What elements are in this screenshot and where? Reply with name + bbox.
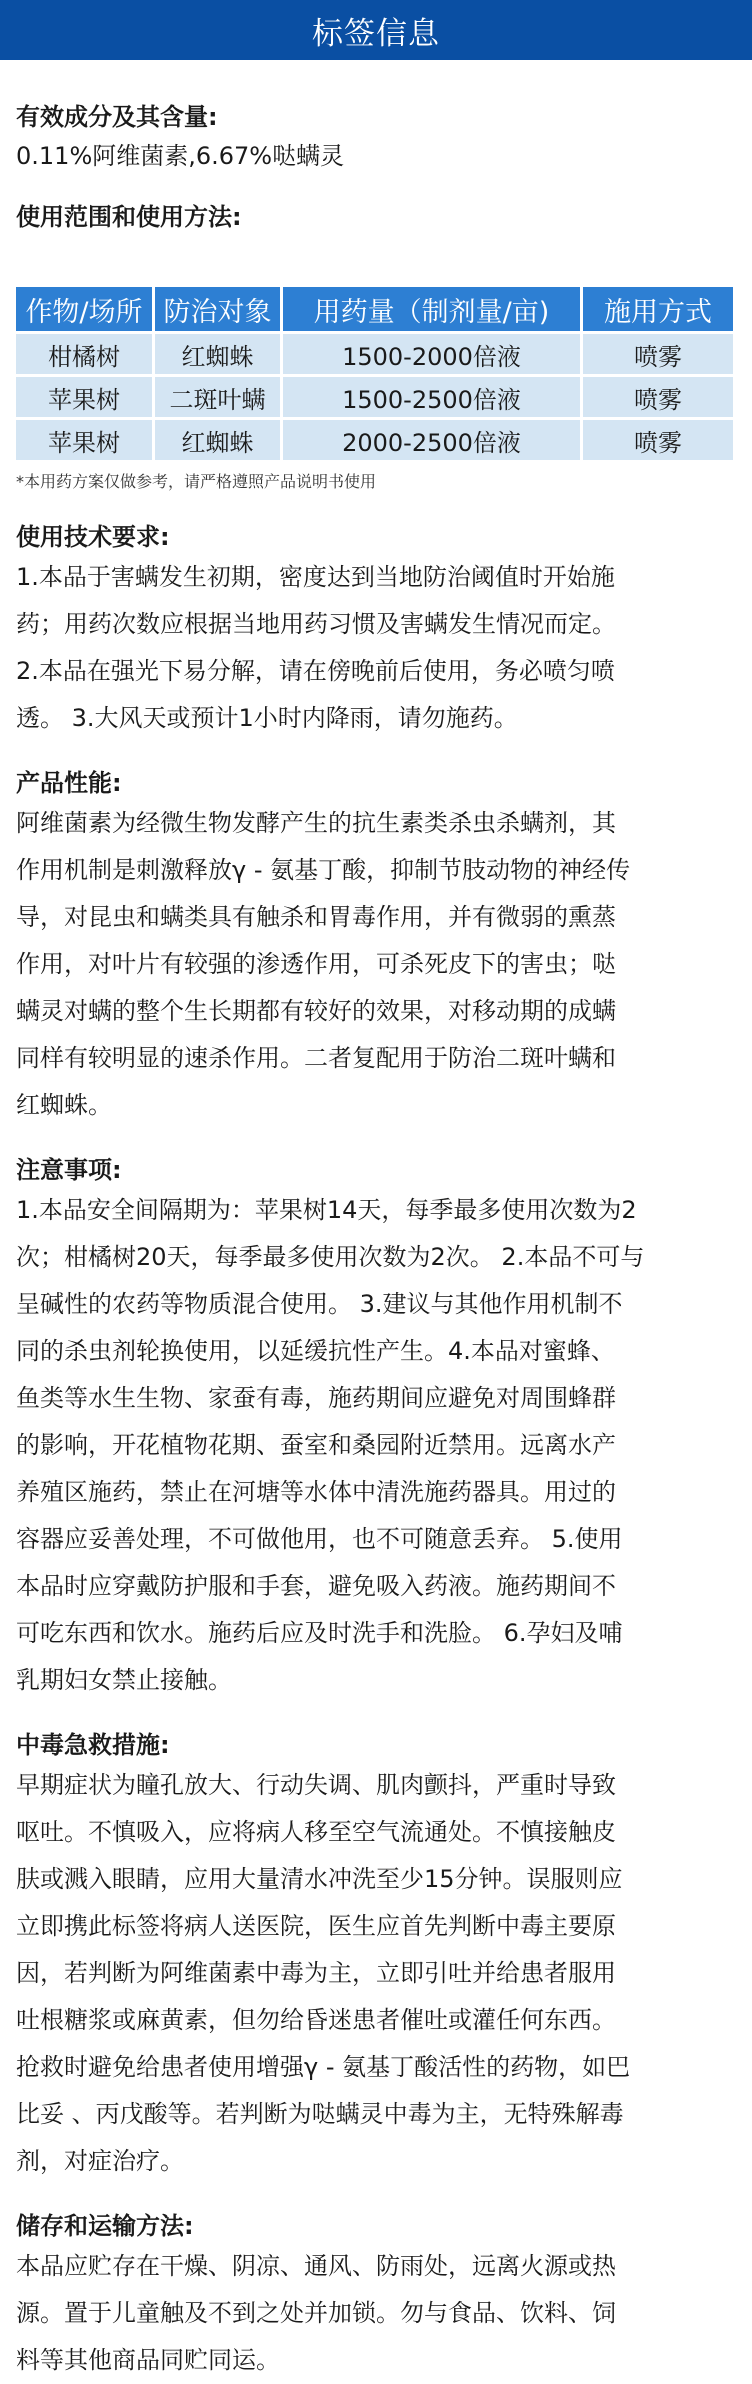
cell-crop: 柑橘树 bbox=[16, 334, 152, 374]
cell-target: 红蜘蛛 bbox=[155, 420, 280, 460]
cell-dosage: 1500-2500倍液 bbox=[283, 377, 580, 417]
cell-method: 喷雾 bbox=[583, 420, 733, 460]
usage-disclaimer: *本用药方案仅做参考，请严格遵照产品说明书使用 bbox=[16, 472, 377, 491]
table-row bbox=[16, 334, 733, 374]
cell-dosage: 2000-2500倍液 bbox=[283, 420, 580, 460]
technique-section bbox=[16, 520, 736, 742]
label-content bbox=[0, 60, 752, 2384]
column-header-method: 施用方式 bbox=[583, 287, 733, 331]
storage-heading: 储存和运输方法: bbox=[16, 2212, 194, 2240]
cell-crop: 苹果树 bbox=[16, 420, 152, 460]
technique-text: 1.本品于害螨发生初期，密度达到当地防治阈值时开始施 药；用药次数应根据当地用药习惯及害螨发生情况而定。 2.本品在强光下易分解，请在傍晚前后使用，务必喷匀喷 透。 3.大风天或预计1小时内降雨，请勿施药。 bbox=[16, 563, 616, 732]
precautions-text: 1.本品安全间隔期为：苹果树14天，每季最多使用次数为2 次；柑橘树20天，每季最多使用次数为2次。 2.本品不可与 呈碱性的农药等物质混合使用。 3.建议与其他作用机制不 同的杀虫剂轮换使用，以延缓抗性产生。4.本品对蜜蜂、 鱼类等水生生物、家蚕有毒，施药期间应避免对周围蜂群 的影响，开花植物花期、蚕室和桑园附近禁用。远离水产 养殖区施药，禁止在河塘等水体中清洗施药器具。用过的 容器应妥善处理，不可做他用，也不可随意丢弃。 5.使用 本品时应穿戴防护服和手套，避免吸入药液。施药期间不 可吃东西和饮水。施药后应及时洗手和洗脸。 6.孕妇及哺 乳期妇女禁止接触。 bbox=[16, 1196, 645, 1694]
page-header bbox=[0, 0, 752, 60]
ingredients-heading: 有效成分及其含量: bbox=[16, 103, 218, 131]
first-aid-text: 早期症状为瞳孔放大、行动失调、肌肉颤抖，严重时导致 呕吐。不慎吸入，应将病人移至空气流通处。不慎接触皮 肤或溅入眼睛，应用大量清水冲洗至少15分钟。误服则应 立即携此标签将病人送医院，医生应首先判断中毒主要原 因，若判断为阿维菌素中毒为主，立即引吐并给患者服用 吐根糖浆或麻黄素，但勿给昏迷患者催吐或灌任何东西。 抢救时避免给患者使用增强γ - 氨基丁酸活性的药物，如巴 比妥 、丙戊酸等。若判断为哒螨灵中毒为主，无特殊解毒 剂，对症治疗。 bbox=[16, 1771, 631, 2175]
performance-text: 阿维菌素为经微生物发酵产生的抗生素类杀虫杀螨剂，其 作用机制是刺激释放γ - 氨基丁酸，抑制节肢动物的神经传 导，对昆虫和螨类具有触杀和胃毒作用，并有微弱的熏蒸 作用，对叶片有较强的渗透作用，可杀死皮下的害虫；哒 螨灵对螨的整个生长期都有较好的效果，对移动期的成螨 同样有较明显的速杀作用。二者复配用于防治二斑叶螨和 红蜘蛛。 bbox=[16, 809, 631, 1119]
table-row bbox=[16, 377, 733, 417]
technique-heading: 使用技术要求: bbox=[16, 523, 170, 551]
storage-text: 本品应贮存在干燥、阴凉、通风、防雨处，远离火源或热 源。置于儿童触及不到之处并加锁。勿与食品、饮料、饲 料等其他商品同贮同运。 bbox=[16, 2252, 616, 2374]
cell-target: 二斑叶螨 bbox=[155, 377, 280, 417]
first-aid-section bbox=[16, 1728, 736, 2185]
cell-method: 喷雾 bbox=[583, 377, 733, 417]
performance-section bbox=[16, 766, 736, 1129]
precautions-heading: 注意事项: bbox=[16, 1156, 122, 1184]
cell-crop: 苹果树 bbox=[16, 377, 152, 417]
cell-target: 红蜘蛛 bbox=[155, 334, 280, 374]
ingredients-section bbox=[16, 100, 736, 176]
usage-heading: 使用范围和使用方法: bbox=[16, 203, 242, 231]
precautions-section bbox=[16, 1153, 736, 1704]
performance-heading: 产品性能: bbox=[16, 769, 122, 797]
page-title: 标签信息 bbox=[312, 15, 440, 52]
column-header-dosage: 用药量（制剂量/亩) bbox=[283, 287, 580, 331]
column-header-crop: 作物/场所 bbox=[16, 287, 152, 331]
ingredients-text: 0.11%阿维菌素,6.67%哒螨灵 bbox=[16, 142, 345, 170]
usage-table bbox=[13, 284, 736, 463]
column-header-target: 防治对象 bbox=[155, 287, 280, 331]
cell-method: 喷雾 bbox=[583, 334, 733, 374]
table-row bbox=[16, 420, 733, 460]
cell-dosage: 1500-2000倍液 bbox=[283, 334, 580, 374]
first-aid-heading: 中毒急救措施: bbox=[16, 1731, 170, 1759]
table-header-row bbox=[16, 287, 733, 331]
storage-section bbox=[16, 2209, 736, 2384]
usage-section bbox=[16, 200, 736, 492]
